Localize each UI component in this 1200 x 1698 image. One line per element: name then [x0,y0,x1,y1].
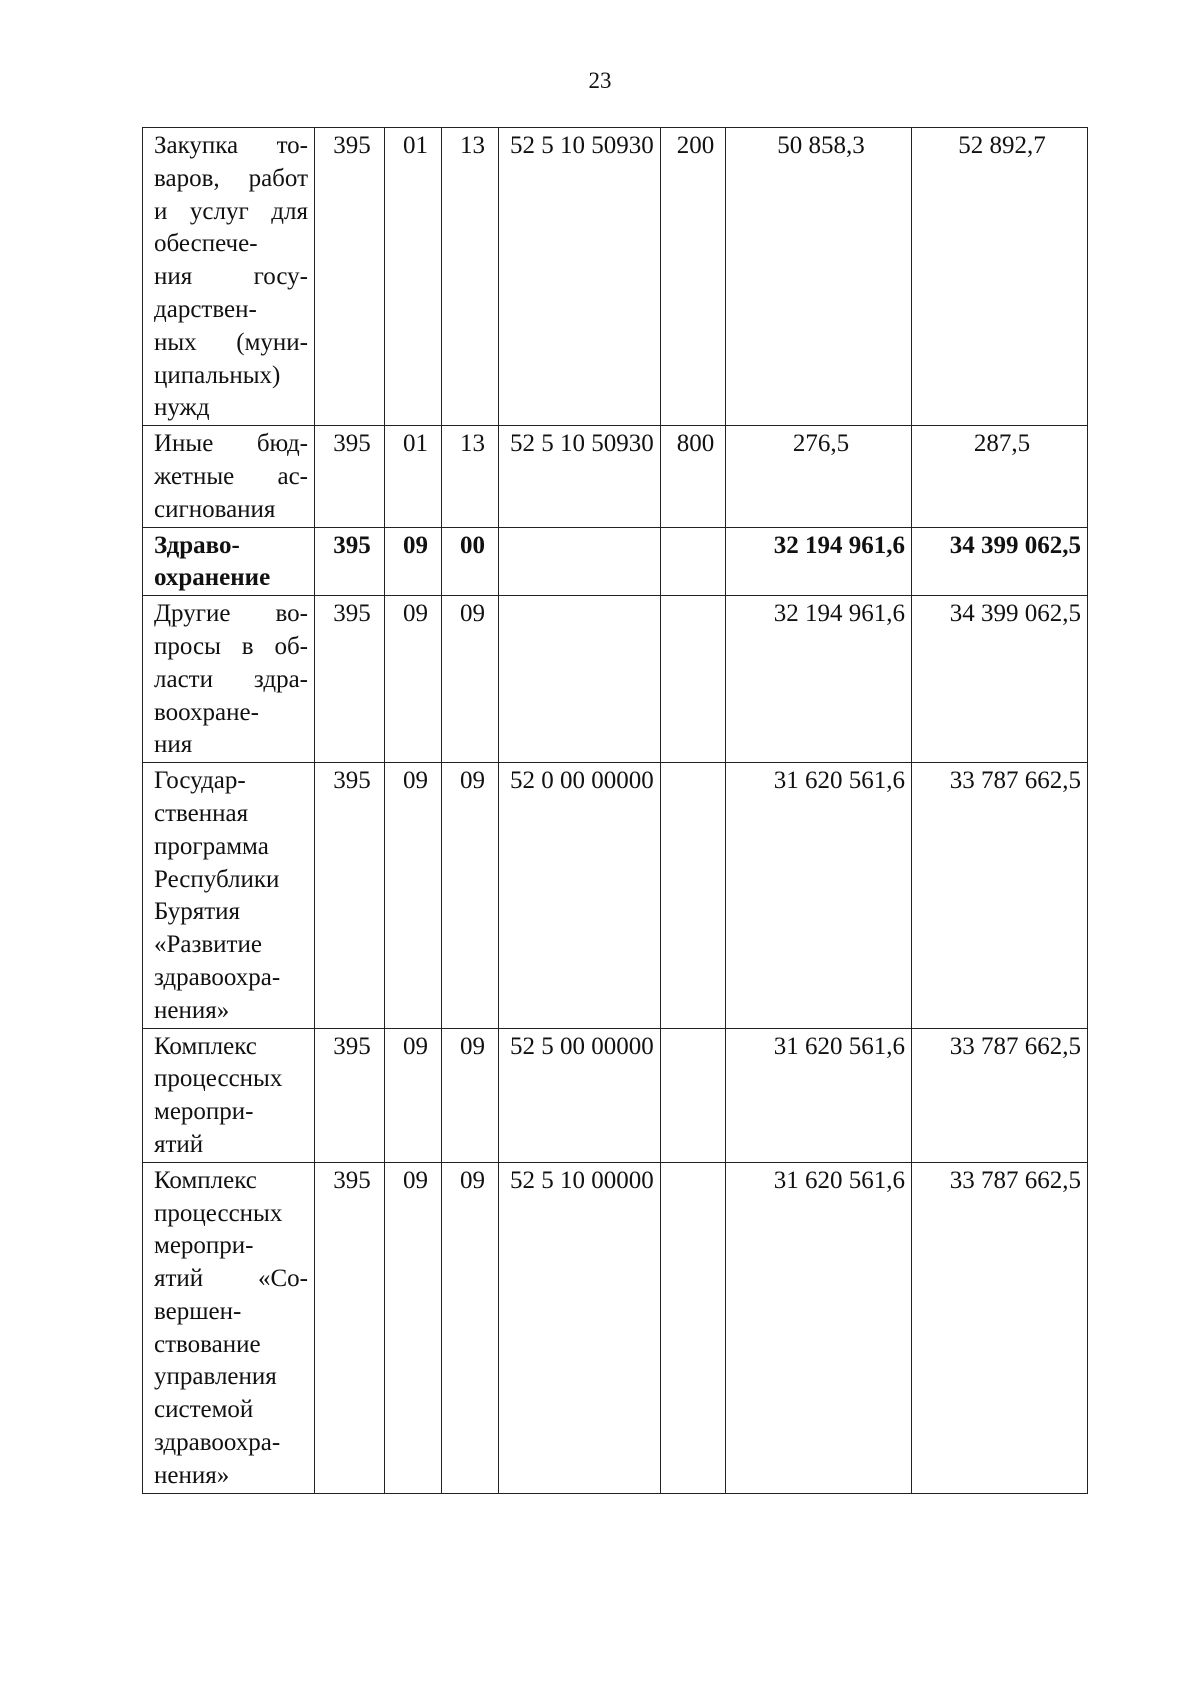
table-row [143,596,1088,763]
amount-year1-cell: 31 620 561,6 [726,1162,912,1493]
amount-year2-cell: 34 399 062,5 [912,527,1088,596]
amount-year1-cell: 31 620 561,6 [726,763,912,1028]
subsection-code-cell: 13 [442,426,499,527]
expense-type-code-cell [661,596,726,763]
expense-name-line: управления [154,1363,277,1391]
amount-year1-cell: 32 194 961,6 [726,596,912,763]
budget-table [142,127,1088,1494]
expense-name-line: здравоохра- [154,963,281,991]
subsection-code-cell: 00 [442,527,499,596]
expense-name-line: просы в об- [154,632,308,660]
section-code-cell: 09 [385,1028,442,1162]
target-item-code-cell [499,527,661,596]
expense-name-line: Закупка то- [154,132,308,159]
expense-name-line: ных (муни- [154,328,308,356]
expense-name-line: Иные бюд- [154,430,308,458]
target-item-code-cell: 52 5 10 50930 [499,128,661,426]
table-row [143,426,1088,527]
expense-name-line: нужд [154,394,210,422]
amount-year2-cell: 34 399 062,5 [912,596,1088,763]
expense-type-code-cell [661,1162,726,1493]
table-row [143,1162,1088,1493]
section-code-cell: 09 [385,596,442,763]
expense-name-cell [143,763,315,1028]
grbs-code-cell: 395 [315,1162,385,1493]
section-code-cell: 09 [385,527,442,596]
amount-year2-cell: 287,5 [912,426,1088,527]
expense-type-code-cell [661,1028,726,1162]
expense-name-line: процессных [154,1199,283,1227]
page-number: 23 [588,68,612,93]
expense-name-line: системой [154,1396,254,1424]
expense-name-line: процессных [154,1065,283,1093]
expense-name-line: «Развитие [154,931,262,959]
grbs-code-cell: 395 [315,128,385,426]
expense-name-line: воохране- [154,698,259,726]
subsection-code-cell: 09 [442,763,499,1028]
subsection-code-cell: 09 [442,1028,499,1162]
table-row [143,128,1088,426]
expense-name-line: ласти здра- [154,665,308,693]
expense-name-line: вершен- [154,1297,242,1325]
expense-name-cell [143,1162,315,1493]
grbs-code-cell: 395 [315,596,385,763]
expense-name-line: меропри- [154,1232,254,1260]
expense-name-cell [143,128,315,426]
expense-name-line: ния госу- [154,263,308,291]
expense-name-line: и услуг для [154,197,308,225]
expense-name-cell [143,596,315,763]
expense-name-line: ственная [154,799,249,827]
table-row [143,763,1088,1028]
expense-name-line: нения» [154,996,230,1024]
expense-name-line: здравоохра- [154,1429,281,1457]
target-item-code-cell: 52 5 00 00000 [499,1028,661,1162]
target-item-code-cell: 52 5 10 00000 [499,1162,661,1493]
amount-year2-cell: 52 892,7 [912,128,1088,426]
amount-year1-cell: 32 194 961,6 [726,527,912,596]
grbs-code-cell: 395 [315,527,385,596]
expense-name-cell [143,527,315,596]
amount-year1-cell: 276,5 [726,426,912,527]
section-code-cell: 09 [385,763,442,1028]
expense-name-line: Республики [154,865,280,893]
expense-name-cell [143,1028,315,1162]
amount-year2-cell: 33 787 662,5 [912,763,1088,1028]
target-item-code-cell: 52 0 00 00000 [499,763,661,1028]
expense-name-line: программа [154,832,269,860]
expense-name-line: ятий «Со- [154,1265,308,1293]
expense-type-code-cell: 800 [661,426,726,527]
expense-type-code-cell [661,527,726,596]
grbs-code-cell: 395 [315,426,385,527]
expense-name-line: Комплекс [154,1166,257,1194]
expense-name-line: Государ- [154,767,246,795]
expense-name-line: Комплекс [154,1032,257,1060]
expense-name-line: Бурятия [154,898,241,926]
expense-name-line: ципальных) [154,361,281,389]
expense-name-line: обеспече- [154,230,258,258]
expense-name-line: Другие во- [154,600,308,628]
subsection-code-cell: 13 [442,128,499,426]
expense-name-line: дарствен- [154,295,257,323]
expense-name-line: ятий [154,1130,204,1158]
table-row [143,1028,1088,1162]
expense-name-line: Здраво- [154,531,240,559]
expense-type-code-cell: 200 [661,128,726,426]
amount-year1-cell: 50 858,3 [726,128,912,426]
expense-name-line: ния [154,731,193,759]
expense-name-cell [143,426,315,527]
budget-table-body [143,128,1088,1494]
amount-year2-cell: 33 787 662,5 [912,1162,1088,1493]
amount-year2-cell: 33 787 662,5 [912,1028,1088,1162]
target-item-code-cell: 52 5 10 50930 [499,426,661,527]
target-item-code-cell [499,596,661,763]
expense-name-line: сигнования [154,495,276,523]
expense-name-line: меропри- [154,1098,254,1126]
section-code-cell: 09 [385,1162,442,1493]
section-code-cell: 01 [385,426,442,527]
expense-name-line: варов, работ [154,164,308,192]
expense-name-line: охранение [154,564,271,592]
table-row [143,527,1088,596]
subsection-code-cell: 09 [442,1162,499,1493]
expense-name-line: нения» [154,1461,230,1489]
expense-name-line: ствование [154,1330,261,1358]
expense-name-line: жетные ас- [154,462,308,490]
expense-type-code-cell [661,763,726,1028]
grbs-code-cell: 395 [315,763,385,1028]
grbs-code-cell: 395 [315,1028,385,1162]
subsection-code-cell: 09 [442,596,499,763]
amount-year1-cell: 31 620 561,6 [726,1028,912,1162]
section-code-cell: 01 [385,128,442,426]
